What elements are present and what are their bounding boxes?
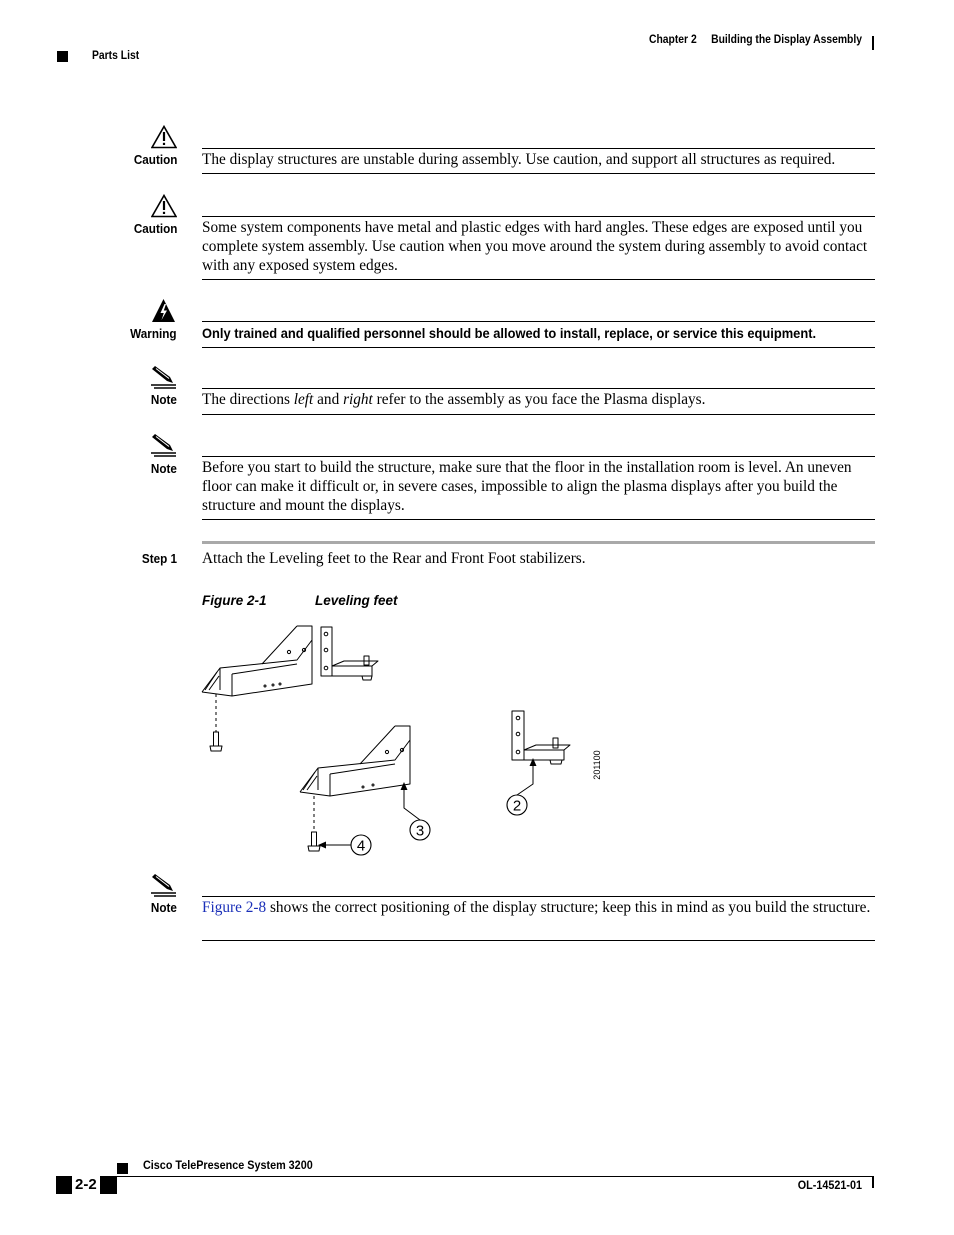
page-number: 2-2 xyxy=(72,1176,100,1194)
note-emphasis-right: right xyxy=(343,391,373,408)
running-header-chapter xyxy=(626,34,862,46)
figure-art-number: 201100 xyxy=(592,750,602,780)
admonition-top-rule xyxy=(202,456,875,457)
note-text-part: shows the correct positioning of the display structure; keep this in mind as you build the structure. xyxy=(266,899,871,916)
caution-text: The display structures are unstable during assembly. Use caution, and support all structures as required. xyxy=(202,151,836,168)
caution-label: Caution xyxy=(133,152,177,167)
caution-triangle-icon xyxy=(151,194,177,218)
note-text xyxy=(202,390,876,409)
caution-triangle-icon xyxy=(151,125,177,149)
step-rule xyxy=(202,541,875,544)
caution-text: Some system components have metal and plastic edges with hard angles. These edges are exposed until you complete system assembly. Use caution when you move around the system during assembly to avoid contact with any exposed system edges. xyxy=(202,219,868,274)
admonition-bottom-rule xyxy=(202,414,875,415)
callout-3 xyxy=(410,820,430,840)
note-emphasis-left: left xyxy=(293,391,314,408)
note-pencil-icon xyxy=(150,433,178,457)
admonition-bottom-rule xyxy=(202,940,875,941)
note-text: Before you start to build the structure, make sure that the floor in the installation room is level. An uneven floor can make it difficult or, in severe cases, impossible to align the plasma displays after you build the structure and mount the displays. xyxy=(202,459,852,514)
footer-rule xyxy=(117,1176,874,1177)
figure-number: Figure 2-1 xyxy=(202,593,267,608)
note-label: Note xyxy=(150,392,177,407)
admonition-bottom-rule xyxy=(202,173,875,174)
figure-title: Leveling feet xyxy=(315,593,398,608)
note-text-part: refer to the assembly as you face the Plasma displays. xyxy=(372,391,706,408)
leveling-feet-illustration xyxy=(196,620,616,860)
callout-2 xyxy=(507,795,527,815)
header-vertical-bar xyxy=(872,36,874,50)
admonition-top-rule xyxy=(202,321,875,322)
footer-product-title: Cisco TelePresence System 3200 xyxy=(143,1158,313,1172)
warning-label: Warning xyxy=(130,326,177,341)
chapter-number: Chapter 2 xyxy=(648,34,697,46)
warning-lightning-icon xyxy=(151,298,176,323)
chapter-title: Building the Display Assembly xyxy=(711,34,862,46)
svg-text:3: 3 xyxy=(415,822,425,840)
running-header-section: Parts List xyxy=(92,50,140,62)
admonition-top-rule xyxy=(202,216,875,217)
svg-text:2: 2 xyxy=(512,797,522,815)
admonition-bottom-rule xyxy=(202,279,875,280)
figure-caption xyxy=(202,593,398,608)
header-marker-square xyxy=(57,51,68,62)
admonition-top-rule xyxy=(202,148,875,149)
document-number: OL-14521-01 xyxy=(797,1178,862,1192)
admonition-bottom-rule xyxy=(202,519,875,520)
step-label: Step 1 xyxy=(141,551,177,566)
note-label: Note xyxy=(150,461,177,476)
note-text-part: The directions xyxy=(202,391,294,408)
caution-label: Caution xyxy=(133,221,177,236)
admonition-bottom-rule xyxy=(202,347,875,348)
step-text: Attach the Leveling feet to the Rear and Front Foot stabilizers. xyxy=(202,550,586,567)
note-pencil-icon xyxy=(150,365,178,389)
note-label: Note xyxy=(150,900,177,915)
footer-marker-square xyxy=(117,1163,128,1174)
callout-4 xyxy=(351,835,371,855)
note-text xyxy=(202,898,876,917)
warning-text: Only trained and qualified personnel should be allowed to install, replace, or service this equipment. xyxy=(202,325,817,341)
admonition-top-rule xyxy=(202,896,875,897)
note-text-part: and xyxy=(313,391,344,408)
footer-vertical-bar xyxy=(872,1176,874,1188)
figure-2-8-link[interactable]: Figure 2-8 xyxy=(202,899,267,916)
note-pencil-icon xyxy=(150,873,178,897)
svg-text:4: 4 xyxy=(356,837,366,855)
admonition-top-rule xyxy=(202,388,875,389)
